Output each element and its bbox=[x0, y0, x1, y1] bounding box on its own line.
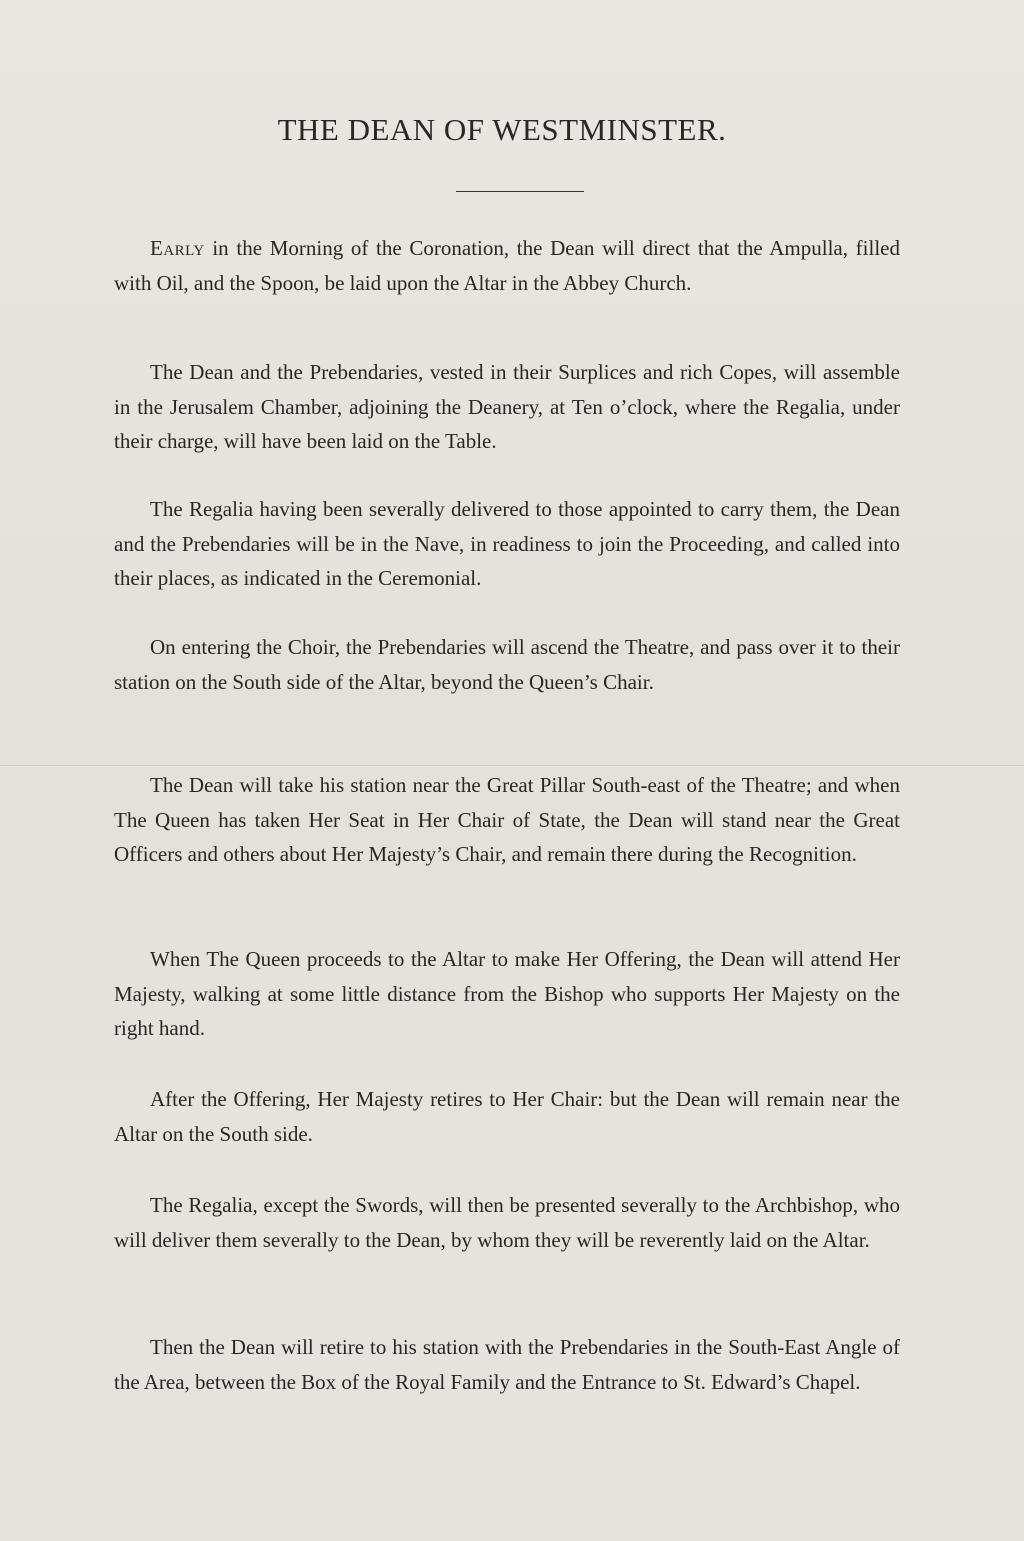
paragraph-regalia-presented: The Regalia, except the Swords, will then be presented severally to the Archbishop, who will deliver them severally to the Dean, by whom they will be reverently laid on the Altar. bbox=[114, 1193, 900, 1252]
paragraph-dean-retires: Then the Dean will retire to his station with the Prebendaries in the South-East Angle of the Area, between the Box of the Royal Family and the Entrance to St. Edward’s Chapel. bbox=[114, 1335, 900, 1394]
paragraph-dean-station: The Dean will take his station near the Great Pillar South-east of the Theatre; and when The Queen has taken Her Seat in Her Chair of State, the Dean will stand near the Great Officers and others about Her Majesty’s Chair, and remain there during the Recognition. bbox=[114, 773, 900, 866]
paragraph-early-morning bbox=[114, 231, 900, 300]
paragraph-jerusalem-chamber: The Dean and the Prebendaries, vested in their Surplices and rich Copes, will assemble in the Jerusalem Chamber, adjoining the Deanery, at Ten o’clock, where the Regalia, under their charge, will have been laid on the Table. bbox=[114, 360, 900, 453]
paragraph-text: in the Morning of the Coronation, the Dean will direct that the Ampulla, filled with Oil, and the Spoon, be laid upon the Altar in the Abbey Church. bbox=[114, 236, 900, 295]
paper-fold-line bbox=[0, 765, 1024, 767]
paragraph-lead-word: Early bbox=[150, 236, 205, 260]
page-title: THE DEAN OF WESTMINSTER. bbox=[277, 112, 727, 147]
paragraph-entering-choir: On entering the Choir, the Prebendaries will ascend the Theatre, and pass over it to their station on the South side of the Altar, beyond the Queen’s Chair. bbox=[114, 635, 900, 694]
paragraph-offering: When The Queen proceeds to the Altar to make Her Offering, the Dean will attend Her Majesty, walking at some little distance from the Bishop who supports Her Majesty on the right hand. bbox=[114, 947, 900, 1040]
title-rule bbox=[456, 191, 584, 192]
paragraph-after-offering: After the Offering, Her Majesty retires to Her Chair: but the Dean will remain near the Altar on the South side. bbox=[114, 1087, 900, 1146]
paragraph-regalia-delivered: The Regalia having been severally delivered to those appointed to carry them, the Dean and the Prebendaries will be in the Nave, in readiness to join the Proceeding, and called into their places, as indicated in the Ceremonial. bbox=[114, 497, 900, 590]
